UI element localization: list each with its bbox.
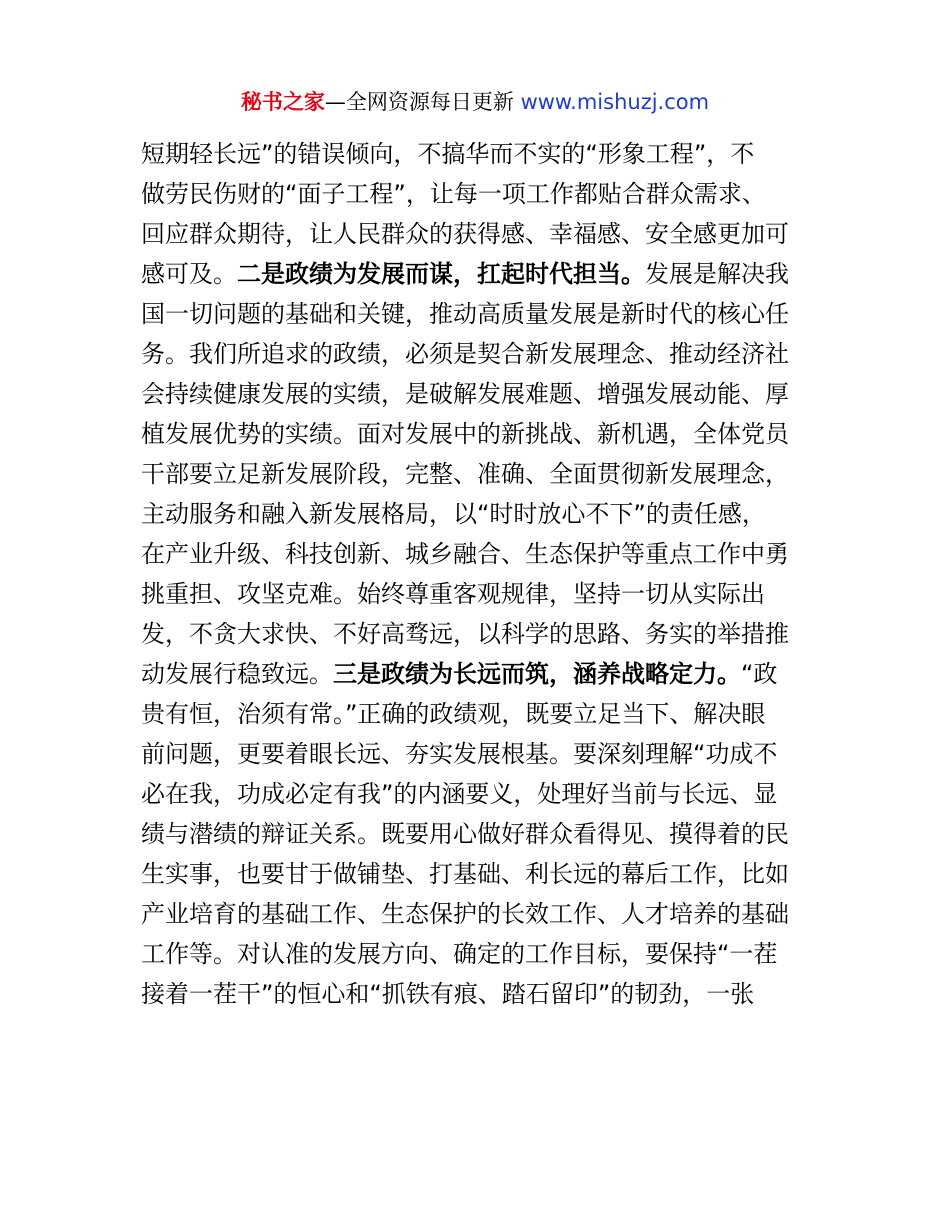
paragraph-line [141,374,816,414]
body-text-segment: 在产业升级、科技创新、城乡融合、生态保护等重点工作中勇 [141,540,789,568]
body-text-segment: 贵有恒，治须有常。”正确的政绩观，既要立足当下、解决眼 [141,700,766,728]
site-brand: 秘书之家 [240,90,325,114]
paragraph-line [141,534,816,574]
body-text-segment: 做劳民伤财的“面子工程”，让每一项工作都贴合群众需求、 [141,180,766,208]
paragraph-line [141,174,816,214]
body-text-segment: 主动服务和融入新发展格局，以“时时放心不下”的责任感， [141,500,766,528]
paragraph-line [141,574,816,614]
bold-heading-text: 二是政绩为发展而谋，扛起时代担当。 [237,260,645,288]
body-text-segment: 感可及。 [141,260,237,288]
body-text-segment: 回应群众期待，让人民群众的获得感、幸福感、安全感更加可 [141,220,789,248]
body-text-segment: 绩与潜绩的辩证关系。既要用心做好群众看得见、摸得着的民 [141,820,789,848]
paragraph-line [141,294,816,334]
paragraph-line [141,214,816,254]
body-text-segment: 接着一茬干”的恒心和“抓铁有痕、踏石留印”的韧劲，一张 [141,980,755,1008]
body-text-segment: 国一切问题的基础和关键，推动高质量发展是新时代的核心任 [141,300,789,328]
body-text-segment: 产业培育的基础工作、生态保护的长效工作、人才培养的基础 [141,900,789,928]
paragraph-line [141,774,816,814]
body-text-segment: 会持续健康发展的实绩，是破解发展难题、增强发展动能、厚 [141,380,789,408]
body-text-segment: 必在我，功成必定有我”的内涵要义，处理好当前与长远、显 [141,780,778,808]
body-text-segment: 生实事，也要甘于做铺垫、打基础、利长远的幕后工作，比如 [141,860,789,888]
paragraph-line [141,414,816,454]
paragraph-line [141,494,816,534]
paragraph-line [141,134,816,174]
paragraph-line [141,854,816,894]
paragraph-line [141,454,816,494]
body-text-segment: 务。我们所追求的政绩，必须是契合新发展理念、推动经济社 [141,340,789,368]
paragraph-line [141,814,816,854]
body-text-segment: “政 [741,660,778,688]
paragraph-line [141,694,816,734]
paragraph-line [141,614,816,654]
paragraph-line [141,654,816,694]
site-tagline: —全网资源每日更新 [324,90,521,114]
paragraph-line [141,894,816,934]
site-url-link[interactable]: www.mishuzj.com [520,90,710,114]
paragraph-line [141,974,816,1014]
body-text-segment: 工作等。对认准的发展方向、确定的工作目标，要保持“一茬 [141,940,778,968]
body-text-segment: 前问题，更要着眼长远、夯实发展根基。要深刻理解“功成不 [141,740,778,768]
body-text-segment: 发，不贪大求快、不好高骛远，以科学的思路、务实的举措推 [141,620,789,648]
body-text-segment: 干部要立足新发展阶段，完整、准确、全面贯彻新发展理念， [141,460,789,488]
body-text-segment: 发展是解决我 [645,260,789,288]
paragraph-line [141,934,816,974]
bold-heading-text: 三是政绩为长远而筑，涵养战略定力。 [333,660,741,688]
paragraph-line [141,734,816,774]
body-text-segment: 短期轻长远”的错误倾向，不搞华而不实的“形象工程”，不 [141,140,755,168]
body-text-segment: 动发展行稳致远。 [141,660,333,688]
paragraph-line [141,334,816,374]
body-text-segment: 植发展优势的实绩。面对发展中的新挑战、新机遇，全体党员 [141,420,789,448]
body-text-segment: 挑重担、攻坚克难。始终尊重客观规律，坚持一切从实际出 [141,580,765,608]
document-body [141,134,816,1014]
paragraph-line [141,254,816,294]
page-header [0,86,950,118]
